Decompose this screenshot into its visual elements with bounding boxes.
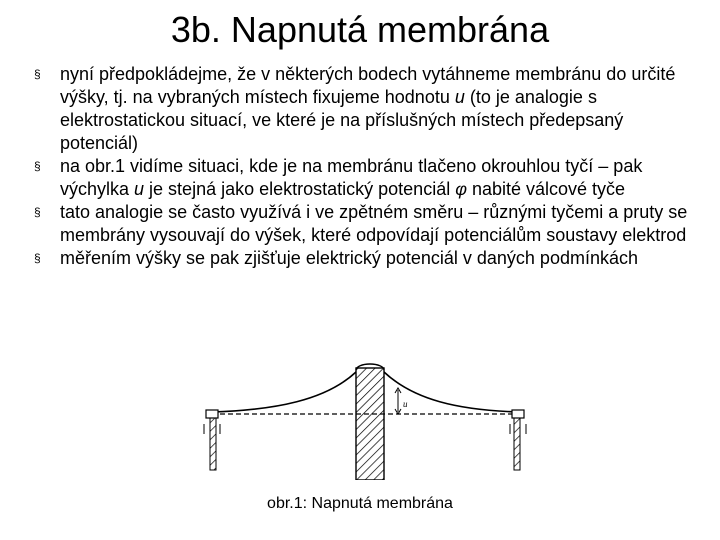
u-deflection-arrow-icon [395,388,401,414]
bullet-text: měřením výšky se pak zjišťuje elektrický potenciál v daných podmínkách [60,248,638,268]
bullet-list [34,63,694,270]
bullet-marker-icon: § [34,251,41,265]
bullet-item [34,63,694,155]
membrane-diagram [196,360,536,480]
right-support-icon [510,410,526,470]
bullet-item [34,247,694,270]
u-label: u [403,399,408,409]
bullet-item [34,201,694,247]
bullet-text: tato analogie se často využívá i ve zpětném směru – různými tyčemi a pruty se membrány vysouvají do výšek, které odpovídají potenciálům soustavy elektrod [60,202,688,245]
slide-title: 3b. Napnutá membrána [170,9,550,50]
bullet-text: nyní předpokládejme, že v některých bodech vytáhneme membránu do určité výšky, tj. na vybraných místech fixujeme hodnotu u (to je analogie s elektrostatickou situací, ve které je na příslušných místech předepsaný potenciál) [60,64,676,153]
center-rod-icon [356,364,384,480]
bullet-text: na obr.1 vidíme situaci, kde je na membránu tlačeno okrouhlou tyčí – pak výchylka u je stejná jako elektrostatický potenciál φ nabité válcové tyče [60,156,643,199]
left-support-icon [204,410,220,470]
figure-caption: obr.1: Napnutá membrána [267,495,453,512]
bullet-marker-icon: § [34,159,41,173]
bullet-marker-icon: § [34,67,41,81]
bullet-marker-icon: § [34,205,41,219]
bullet-item [34,155,694,201]
